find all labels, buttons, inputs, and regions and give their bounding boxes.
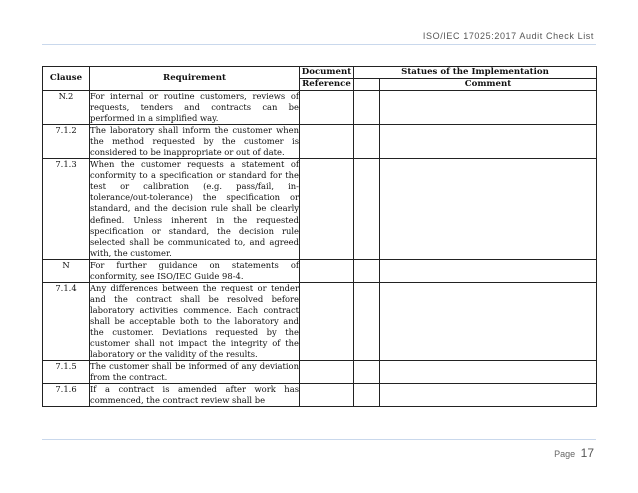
requirement-cell: For further guidance on statements of conformity, see ISO/IEC Guide 98-4. (90, 259, 299, 281)
comment-cell[interactable] (380, 159, 597, 259)
table-row (43, 282, 597, 360)
header-clause: Clause (43, 67, 90, 91)
header-comment: Comment (380, 79, 597, 91)
requirement-cell: Any differences between the request or tender and the contract shall be resolved before laboratory activities commence. Each contract shall be acceptable both to the laboratory and the customer. Deviations requested by the customer shall not impact the integrity of the laboratory or the validity of the results. (90, 282, 299, 360)
requirement-cell: The laboratory shall inform the customer when the method requested by the customer is considered to be inappropriate or out of date. (90, 125, 299, 158)
requirement-cell: For internal or routine customers, reviews of requests, tenders and contracts can be performed in a simplified way. (90, 91, 299, 124)
header-title: ISO/IEC 17025:2017 Audit Check List (422, 31, 594, 41)
header-requirement: Requirement (90, 67, 300, 91)
clause-cell: 7.1.3 (43, 159, 90, 259)
footer-divider (42, 439, 596, 440)
comment-cell[interactable] (380, 282, 597, 360)
table-row (43, 125, 597, 159)
table-row (43, 159, 597, 259)
status-cell[interactable] (354, 159, 380, 259)
page-footer (554, 446, 594, 460)
comment-cell[interactable] (380, 91, 597, 125)
document-reference-cell[interactable] (300, 361, 354, 384)
header-document: Document (300, 67, 354, 79)
document-reference-cell[interactable] (300, 259, 354, 282)
header-reference: Reference (300, 79, 354, 91)
status-cell[interactable] (354, 361, 380, 384)
document-reference-cell[interactable] (300, 91, 354, 125)
clause-cell: 7.1.6 (43, 384, 90, 407)
comment-cell[interactable] (380, 259, 597, 282)
comment-cell[interactable] (380, 384, 597, 407)
header-divider (42, 44, 596, 45)
clause-cell: 7.1.4 (43, 282, 90, 360)
clause-cell: N (43, 259, 90, 282)
status-cell[interactable] (354, 125, 380, 159)
document-reference-cell[interactable] (300, 384, 354, 407)
requirement-cell: When the customer requests a statement of conformity to a specification or standard for the test or calibration (e.g. pass/fail, in-tolerance/out-tolerance) the specification or standard, and the decision rule shall be clearly defined. Unless inherent in the requested specification or standard, the decision rule selected shall be communicated to, and agreed with, the customer. (90, 159, 299, 258)
table-row (43, 384, 597, 407)
document-reference-cell[interactable] (300, 282, 354, 360)
header-statues: Statues of the Implementation (354, 67, 597, 79)
table-row (43, 91, 597, 125)
status-cell[interactable] (354, 282, 380, 360)
clause-cell: 7.1.2 (43, 125, 90, 159)
document-reference-cell[interactable] (300, 125, 354, 159)
audit-checklist-table (42, 66, 597, 407)
page-label: Page (554, 449, 576, 459)
requirement-cell: If a contract is amended after work has commenced, the contract review shall be (90, 384, 299, 406)
requirement-cell: The customer shall be informed of any deviation from the contract. (90, 361, 299, 383)
status-cell[interactable] (354, 384, 380, 407)
header-status-blank (354, 79, 380, 91)
comment-cell[interactable] (380, 125, 597, 159)
table-row (43, 361, 597, 384)
document-reference-cell[interactable] (300, 159, 354, 259)
clause-cell: N.2 (43, 91, 90, 125)
status-cell[interactable] (354, 91, 380, 125)
status-cell[interactable] (354, 259, 380, 282)
table-row (43, 259, 597, 282)
clause-cell: 7.1.5 (43, 361, 90, 384)
comment-cell[interactable] (380, 361, 597, 384)
page-number: 17 (580, 446, 594, 460)
